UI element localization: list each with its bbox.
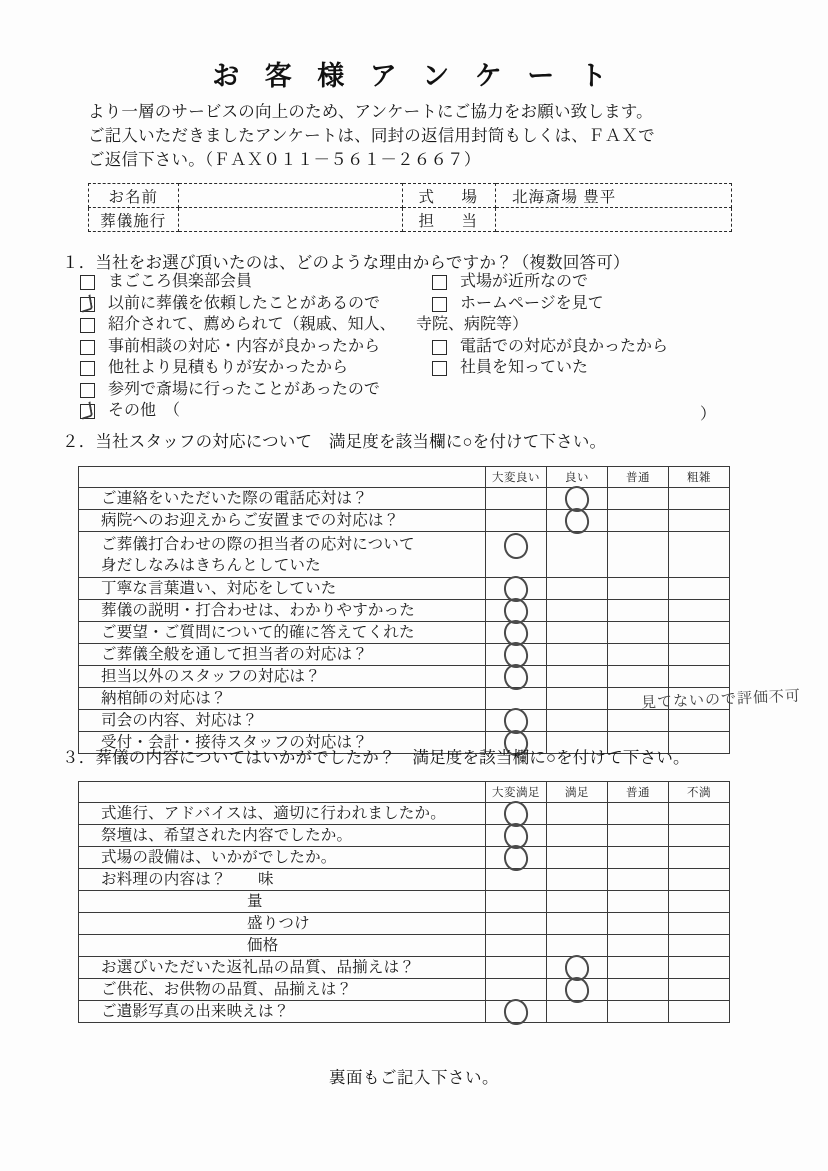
q1-option-8[interactable] [80, 358, 348, 377]
question-2-heading: ２．当社スタッフの対応について 満足度を該当欄に○を付けて下さい。 [62, 433, 607, 451]
q2-cell-r2-c2[interactable] [608, 532, 669, 578]
q2-column-header-0: 大変良い [486, 467, 547, 488]
q1-option-3[interactable] [432, 294, 604, 313]
question-3-heading: ３．葬儀の内容についてはいかがでしたか？ 満足度を該当欄に○を付けて下さい。 [62, 749, 690, 767]
question-3-table-header [79, 782, 730, 803]
q1-option-label: 式場が近所なので [460, 273, 589, 290]
q3-column-header-2: 普通 [608, 782, 669, 803]
q3-row-label-5: 盛りつけ [79, 913, 486, 935]
venue-field[interactable]: 北海斎場 豊平 [495, 184, 731, 208]
q1-option-label: 参列で斎場に行ったことがあったので [108, 380, 380, 398]
q3-row-label-9: ご遺影写真の出来映えは？ [79, 1001, 486, 1023]
q2-handwritten-note: 見てないので評価不可 [640, 686, 802, 712]
q3-cell-r6-c3[interactable] [669, 935, 730, 957]
q3-cell-r5-c3[interactable] [669, 913, 730, 935]
q3-row-label-8: ご供花、お供物の品質、品揃えは？ [79, 979, 486, 1001]
q2-cell-r4-c2[interactable] [608, 600, 669, 622]
info-row-service [89, 208, 732, 232]
table-row [79, 688, 730, 710]
checkbox-icon[interactable] [80, 318, 95, 333]
q1-option-label: 事前相談の対応・内容が良かったから [108, 337, 381, 355]
q1-option-row [80, 294, 780, 316]
page-title: お 客 様 ア ン ケ ー ト [212, 61, 616, 91]
q2-row-label-9: 司会の内容、対応は？ [79, 710, 486, 732]
checkbox-icon[interactable] [80, 340, 95, 355]
table-row [79, 622, 730, 644]
q2-row-label-0: ご連絡をいただいた際の電話応対は？ [79, 488, 486, 510]
question-2-table [78, 466, 802, 754]
q3-row-label-2: 式場の設備は、いかがでしたか。 [79, 847, 486, 869]
q2-cell-r0-c3[interactable] [669, 488, 730, 510]
q2-cell-r5-c2[interactable] [608, 622, 669, 644]
q1-option-row [80, 358, 780, 380]
q2-cell-r0-c0[interactable] [486, 488, 547, 510]
q2-cell-r1-c2[interactable] [608, 510, 669, 532]
q3-cell-r1-c1[interactable] [547, 825, 608, 847]
name-field[interactable] [178, 184, 402, 208]
q2-cell-r9-c0[interactable] [486, 710, 547, 732]
q2-cell-r7-c1[interactable] [547, 666, 608, 688]
checkbox-icon[interactable] [432, 275, 447, 290]
table-row [79, 644, 730, 666]
table-row [79, 488, 730, 510]
table-row [79, 666, 730, 688]
q3-cell-r5-c2[interactable] [608, 913, 669, 935]
info-row-name [89, 184, 732, 208]
q3-row-label-6: 価格 [79, 935, 486, 957]
q2-cell-r0-c1[interactable] [547, 488, 608, 510]
table-row [79, 600, 730, 622]
q2-cell-r2-c1[interactable] [547, 532, 608, 578]
q1-option-label: 電話での対応が良かったから [460, 337, 669, 355]
q3-cell-r8-c3[interactable] [669, 979, 730, 1001]
q3-cell-r6-c2[interactable] [608, 935, 669, 957]
q1-option-0[interactable] [80, 272, 252, 291]
q3-cell-r3-c0[interactable] [486, 869, 547, 891]
q3-cell-r9-c3[interactable] [669, 1001, 730, 1023]
q2-cell-r1-c0[interactable] [486, 510, 547, 532]
q3-cell-r5-c0[interactable] [486, 913, 547, 935]
q3-cell-r8-c1[interactable] [547, 979, 608, 1001]
q3-cell-r6-c1[interactable] [547, 935, 608, 957]
q2-row-label-5: ご要望・ご質問について的確に答えてくれた [79, 622, 486, 644]
intro-paragraph [88, 100, 768, 172]
q2-cell-r6-c0[interactable] [486, 644, 547, 666]
table-row [79, 935, 730, 957]
q2-cell-r2-c0[interactable] [486, 532, 547, 578]
q3-cell-r1-c0[interactable] [486, 825, 547, 847]
circle-mark-icon [503, 662, 530, 690]
q3-cell-r8-c2[interactable] [608, 979, 669, 1001]
q3-cell-r2-c0[interactable] [486, 847, 547, 869]
q3-cell-r7-c3[interactable] [669, 957, 730, 979]
q1-option-row [80, 272, 780, 294]
q1-option-9[interactable] [432, 358, 588, 377]
service-field[interactable] [178, 208, 402, 232]
circle-mark-icon [564, 975, 591, 1003]
table-row [79, 891, 730, 913]
q2-cell-r7-c2[interactable] [608, 666, 669, 688]
table-row [79, 532, 730, 578]
q1-option-label: まごころ倶楽部会員 [108, 273, 253, 290]
q2-row-label-1: 病院へのお迎えからご安置までの対応は？ [79, 510, 486, 532]
q2-column-header-2: 普通 [608, 467, 669, 488]
q2-row-label-4: 葬儀の説明・打合わせは、わかりやすかった [79, 600, 486, 622]
q2-cell-r9-c1[interactable] [547, 710, 608, 732]
circle-mark-icon [503, 531, 530, 559]
question-1-options [80, 272, 780, 423]
footer-note: 裏面もご記入下さい。 [329, 1069, 499, 1087]
service-label: 葬儀施行 [89, 208, 179, 232]
q3-column-header-3: 不満 [669, 782, 730, 803]
q1-option-1[interactable] [432, 272, 588, 291]
q2-cell-r8-c2[interactable] [608, 688, 669, 710]
q2-cell-r6-c1[interactable] [547, 644, 608, 666]
checkbox-icon[interactable] [432, 297, 447, 312]
q1-option-6[interactable] [80, 337, 380, 356]
q3-cell-r9-c2[interactable] [608, 1001, 669, 1023]
q3-header-blank [79, 782, 486, 803]
q3-cell-r7-c1[interactable] [547, 957, 608, 979]
table-row [79, 1001, 730, 1023]
q2-row-label-3: 丁寧な言葉遣い、対応をしていた [79, 578, 486, 600]
table-row [79, 710, 730, 732]
q1-option-row [80, 401, 780, 423]
q3-cell-r2-c2[interactable] [608, 847, 669, 869]
q2-row-label-6: ご葬儀全般を通して担当者の対応は？ [79, 644, 486, 666]
q2-cell-r4-c0[interactable] [486, 600, 547, 622]
q1-option-5[interactable] [416, 315, 528, 334]
staff-label: 担 当 [402, 208, 495, 232]
question-2-table-header [79, 467, 730, 488]
q2-cell-r6-c2[interactable] [608, 644, 669, 666]
q3-cell-r7-c0[interactable] [486, 957, 547, 979]
q3-column-header-1: 満足 [547, 782, 608, 803]
q1-option-row [80, 315, 780, 337]
q3-cell-r2-c1[interactable] [547, 847, 608, 869]
q2-row-label-8: 納棺師の対応は？ [79, 688, 486, 710]
q2-column-header-3: 粗雑 [669, 467, 730, 488]
checkbox-icon[interactable] [80, 383, 95, 398]
q1-option-2[interactable] [80, 294, 380, 313]
q2-cell-r7-c0[interactable] [486, 666, 547, 688]
q1-option-label: 以前に葬儀を依頼したことがあるので [108, 294, 381, 312]
q3-cell-r8-c0[interactable] [486, 979, 547, 1001]
q2-cell-r4-c3[interactable] [669, 600, 730, 622]
q3-row-label-7: お選びいただいた返礼品の品質、品揃えは？ [79, 957, 486, 979]
q1-option-label: 他社より見積もりが安かったから [108, 359, 349, 376]
customer-info-table [88, 183, 732, 232]
table-row [79, 825, 730, 847]
checkbox-icon[interactable] [80, 275, 95, 290]
q2-column-header-1: 良い [547, 467, 608, 488]
q1-option-4[interactable] [80, 315, 396, 334]
q3-cell-r1-c2[interactable] [608, 825, 669, 847]
q2-cell-r8-c0[interactable] [486, 688, 547, 710]
q2-cell-r6-c3[interactable] [669, 644, 730, 666]
circle-mark-icon [564, 506, 591, 534]
q2-cell-r2-c3[interactable] [669, 532, 730, 578]
name-label: お名前 [89, 184, 179, 208]
circle-mark-icon [503, 843, 530, 871]
q3-cell-r4-c0[interactable] [486, 891, 547, 913]
q2-row-label-line: ご葬儀打合わせの際の担当者の応対について [101, 536, 415, 553]
q2-cell-r3-c2[interactable] [608, 578, 669, 600]
q2-cell-r9-c3[interactable] [669, 710, 730, 732]
q2-cell-r1-c1[interactable] [547, 510, 608, 532]
q1-option-11[interactable] [80, 401, 180, 420]
q3-cell-r6-c0[interactable] [486, 935, 547, 957]
q3-cell-r2-c3[interactable] [669, 847, 730, 869]
q1-option-label: 社員を知っていた [460, 359, 589, 376]
q2-cell-r3-c3[interactable] [669, 578, 730, 600]
q2-header-blank [79, 467, 486, 488]
q2-row-label-7: 担当以外のスタッフの対応は？ [79, 666, 486, 688]
q3-cell-r1-c3[interactable] [669, 825, 730, 847]
q3-cell-r3-c2[interactable] [608, 869, 669, 891]
q1-other-close-paren: ） [700, 406, 717, 423]
table-row [79, 957, 730, 979]
checkbox-checked-icon[interactable] [80, 297, 95, 312]
q2-cell-r9-c2[interactable] [608, 710, 669, 732]
q1-option-label: その他 （ [108, 402, 181, 419]
table-row [79, 913, 730, 935]
q3-cell-r4-c3[interactable] [669, 891, 730, 913]
q1-option-row [80, 380, 780, 402]
q3-row-label-4: 量 [79, 891, 486, 913]
q2-cell-r5-c1[interactable] [547, 622, 608, 644]
q2-cell-r0-c2[interactable] [608, 488, 669, 510]
q2-cell-r3-c1[interactable] [547, 578, 608, 600]
q2-row-label-10: 受付・会計・接待スタッフの対応は？ [79, 732, 486, 754]
q3-cell-r4-c2[interactable] [608, 891, 669, 913]
checkbox-icon[interactable] [432, 361, 447, 376]
q2-row-label-line: 身だしなみはきちんとしていた [101, 557, 321, 574]
q3-cell-r0-c0[interactable] [486, 803, 547, 825]
intro-line-3: ご返信下さい。（ＦＡＸ０１１－５６１－２６６７） [88, 151, 481, 169]
q2-cell-r4-c1[interactable] [547, 600, 608, 622]
q3-row-label-1: 祭壇は、希望された内容でしたか。 [79, 825, 486, 847]
staff-field[interactable] [495, 208, 731, 232]
question-1-heading: １．当社をお選び頂いたのは、どのような理由からですか？（複数回答可） [62, 254, 630, 272]
q1-option-7[interactable] [432, 337, 668, 356]
q1-option-label: 寺院、病院等） [416, 316, 529, 333]
q3-cell-r0-c3[interactable] [669, 803, 730, 825]
q2-row-label-2 [79, 532, 486, 578]
q3-column-header-0: 大変満足 [486, 782, 547, 803]
q3-row-label-3: お料理の内容は？ 味 [79, 869, 486, 891]
q1-option-row [80, 337, 780, 359]
table-row [79, 847, 730, 869]
q2-cell-r5-c3[interactable] [669, 622, 730, 644]
intro-line-2: ご記入いただきましたアンケートは、同封の返信用封筒もしくは、ＦＡＸで [88, 127, 655, 145]
intro-line-1: より一層のサービスの向上のため、アンケートにご協力をお願い致します。 [88, 103, 653, 121]
q2-cell-r8-c3[interactable] [669, 688, 730, 710]
q3-row-label-0: 式進行、アドバイスは、適切に行われましたか。 [79, 803, 486, 825]
q2-cell-r5-c0[interactable] [486, 622, 547, 644]
table-row [79, 979, 730, 1001]
q2-cell-r8-c1[interactable] [547, 686, 802, 712]
checkbox-icon[interactable] [432, 340, 447, 355]
q2-cell-r1-c3[interactable] [669, 510, 730, 532]
question-3-table [78, 781, 730, 1023]
q3-cell-r3-c1[interactable] [547, 869, 608, 891]
checkbox-checked-icon[interactable] [80, 404, 95, 419]
q3-cell-r3-c3[interactable] [669, 869, 730, 891]
table-row [79, 578, 730, 600]
q3-cell-r9-c0[interactable] [486, 1001, 547, 1023]
checkbox-icon[interactable] [80, 361, 95, 376]
q3-cell-r7-c2[interactable] [608, 957, 669, 979]
q3-cell-r4-c1[interactable] [547, 891, 608, 913]
q3-cell-r0-c2[interactable] [608, 803, 669, 825]
q1-option-10[interactable] [80, 380, 380, 399]
q2-cell-r7-c3[interactable] [669, 666, 730, 688]
q3-cell-r0-c1[interactable] [547, 803, 608, 825]
q2-cell-r3-c0[interactable] [486, 578, 547, 600]
q3-cell-r9-c1[interactable] [547, 1001, 608, 1023]
table-row [79, 803, 730, 825]
table-row [79, 510, 730, 532]
q1-option-label: 紹介されて、薦められて（親戚、知人、 [108, 316, 396, 333]
q3-cell-r5-c1[interactable] [547, 913, 608, 935]
circle-mark-icon [503, 997, 530, 1025]
table-row [79, 869, 730, 891]
venue-label: 式 場 [402, 184, 495, 208]
q1-option-label: ホームページを見て [460, 294, 604, 312]
